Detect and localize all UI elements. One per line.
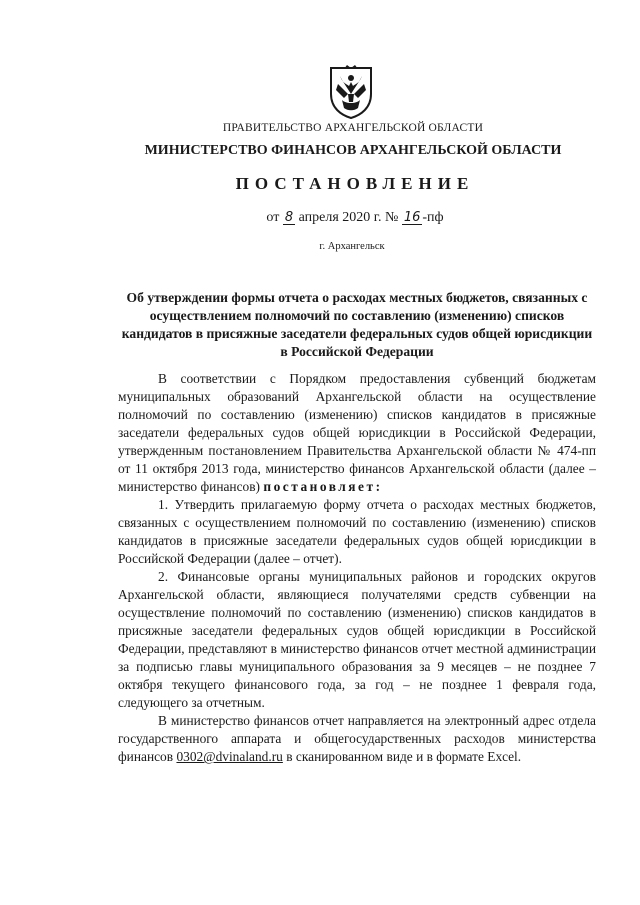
email-text-before: В министерство финансов отчет направляется на электронный адрес отдела государственного аппарата и общегосударственных расходов министерства финансов xyxy=(118,713,596,764)
date-line xyxy=(0,210,640,226)
document-body xyxy=(118,370,596,766)
paragraph-preamble xyxy=(118,370,596,496)
paragraph-item-1: 1. Утвердить прилагаемую форму отчета о расходах местных бюджетов, связанных с осуществлением полномочий по составлению (изменению) списков кандидатов в присяжные заседатели федеральных судов общей юрисдикции в Российской Федерации (далее – отчет). xyxy=(118,497,596,566)
date-prefix: от xyxy=(266,210,280,225)
coat-of-arms-icon xyxy=(328,64,374,120)
paragraph-item-2: 2. Финансовые органы муниципальных районов и городских округов Архангельской области, являющиеся получателями средств субвенции на осуществление полномочий по составлению (изменению) списков кандидатов в присяжные заседатели федеральных судов общей юрисдикции в Российской Федерации, представляют в министерство финансов отчет местной администрации за подписью главы муниципального образования за 9 месяцев – не позднее 7 октября текущего финансового года, за год – не позднее 1 февраля года, следующего за отчетным. xyxy=(118,569,596,710)
document-title: Об утверждении формы отчета о расходах местных бюджетов, связанных с осуществлением полномочий по составлению (изменению) списков кандидатов в присяжные заседатели федеральных судов общей юрисдикции в Российской Федерации xyxy=(121,290,593,359)
decree-word: постановляет: xyxy=(263,479,383,494)
date-day: 8 xyxy=(284,210,294,225)
document-number: 16 xyxy=(403,210,421,225)
date-rest: апреля 2020 г. № xyxy=(298,210,399,225)
email-link[interactable]: 0302@dvinaland.ru xyxy=(176,749,283,764)
government-heading: ПРАВИТЕЛЬСТВО АРХАНГЕЛЬСКОЙ ОБЛАСТИ xyxy=(222,122,484,134)
preamble-text: В соответствии с Порядком предоставления субвенций бюджетам муниципальных образований Архангельской области на осуществление полномочий по составлению (изменению) списков кандидатов в присяжные заседатели федеральных судов общей юрисдикции в Российской Федерации, утвержденным постановлением Правительства Архангельской области № 474-пп от 11 октября 2013 года, министерство финансов Архангельской области (далее – министерство финансов) xyxy=(118,371,596,494)
number-suffix: -пф xyxy=(422,210,444,225)
city-line: г. Архангельск xyxy=(319,241,385,252)
paragraph-email xyxy=(118,712,596,766)
document-type: ПОСТАНОВЛЕНИЕ xyxy=(235,174,475,193)
ministry-heading: МИНИСТЕРСТВО ФИНАНСОВ АРХАНГЕЛЬСКОЙ ОБЛАСТИ xyxy=(144,143,562,158)
email-text-after: в сканированном виде и в формате Excel. xyxy=(286,749,522,764)
